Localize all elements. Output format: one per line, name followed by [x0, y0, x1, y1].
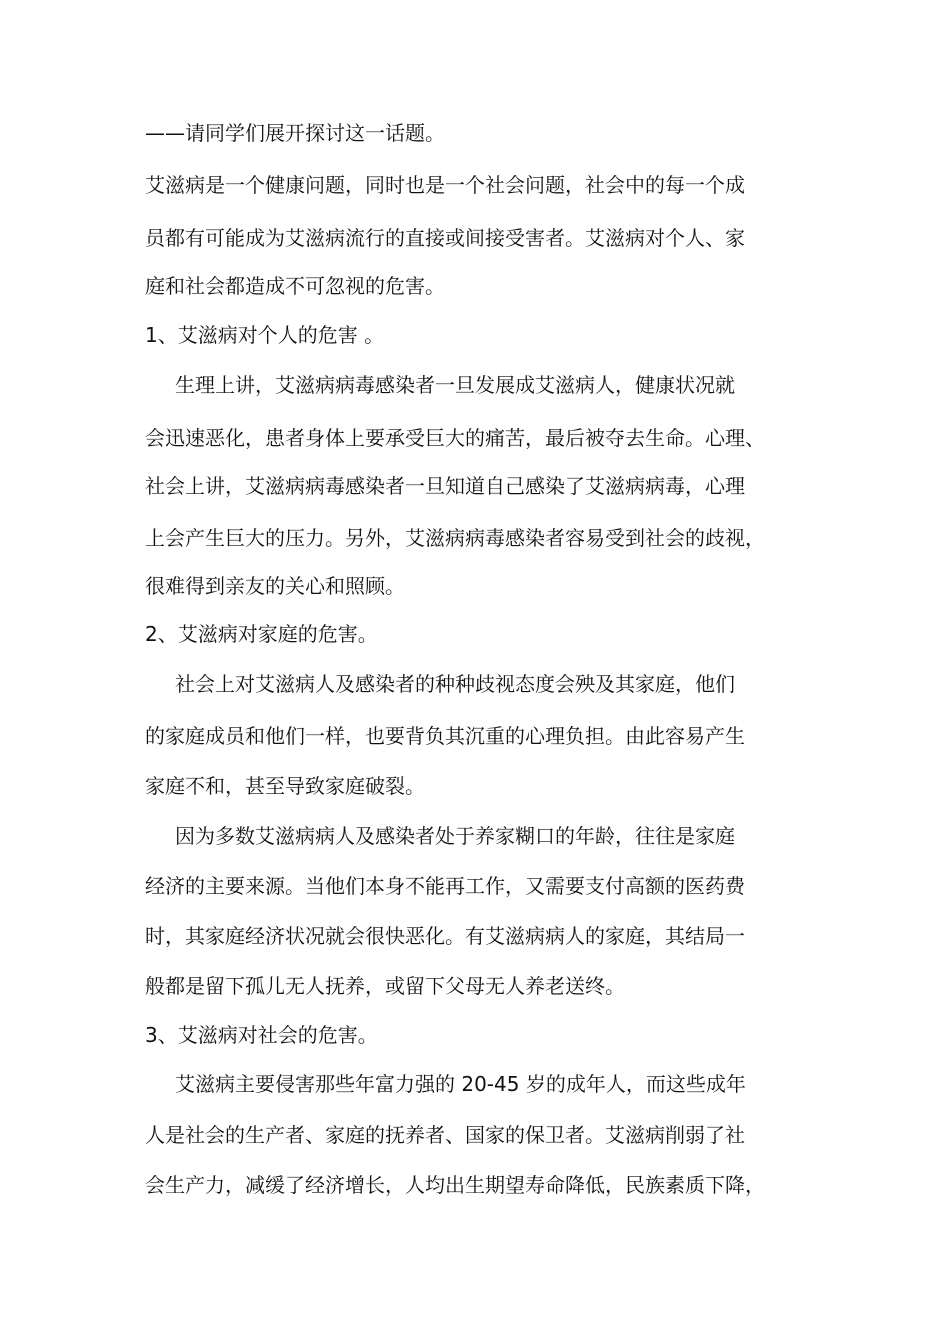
section2-para2-line-2: 经济的主要来源。当他们本身不能再工作，又需要支付高额的医药费: [145, 874, 745, 898]
section1-para1-line-4: 上会产生巨大的压力。另外，艾滋病病毒感染者容易受到社会的歧视，: [145, 526, 765, 550]
section2-para1-line-2: 的家庭成员和他们一样，也要背负其沉重的心理负担。由此容易产生: [145, 724, 745, 748]
intro-line-1: 艾滋病是一个健康问题，同时也是一个社会问题，社会中的每一个成: [145, 173, 745, 197]
section3-para1-line-2: 人是社会的生产者、家庭的抚养者、国家的保卫者。艾滋病削弱了社: [145, 1123, 745, 1147]
section2-para2-line-4: 般都是留下孤儿无人抚养，或留下父母无人养老送终。: [145, 974, 625, 998]
section3-para1-line-3: 会生产力，减缓了经济增长，人均出生期望寿命降低，民族素质下降，: [145, 1173, 765, 1197]
section2-heading: 2、艾滋病对家庭的危害。: [145, 622, 378, 646]
section2-para1-line-1: 社会上对艾滋病人及感染者的种种歧视态度会殃及其家庭，他们: [175, 672, 735, 696]
section1-para1-line-5: 很难得到亲友的关心和照顾。: [145, 574, 405, 598]
section3-para1-line-1: 艾滋病主要侵害那些年富力强的 20-45 岁的成年人，而这些成年: [175, 1072, 746, 1096]
section1-para1-line-1: 生理上讲，艾滋病病毒感染者一旦发展成艾滋病人，健康状况就: [175, 373, 735, 397]
section2-para1-line-3: 家庭不和，甚至导致家庭破裂。: [145, 774, 425, 798]
section2-para2-line-1: 因为多数艾滋病病人及感染者处于养家糊口的年龄，往往是家庭: [175, 824, 735, 848]
prompt-line: ——请同学们展开探讨这一话题。: [145, 121, 445, 145]
section1-heading: 1、艾滋病对个人的危害 。: [145, 323, 385, 347]
section1-para1-line-3: 社会上讲，艾滋病病毒感染者一旦知道自己感染了艾滋病病毒，心理: [145, 474, 745, 498]
intro-line-2: 员都有可能成为艾滋病流行的直接或间接受害者。艾滋病对个人、家: [145, 226, 745, 250]
section2-para2-line-3: 时，其家庭经济状况就会很快恶化。有艾滋病病人的家庭，其结局一: [145, 924, 745, 948]
section3-heading: 3、艾滋病对社会的危害。: [145, 1023, 378, 1047]
section1-para1-line-2: 会迅速恶化，患者身体上要承受巨大的痛苦，最后被夺去生命。心理、: [145, 426, 765, 450]
intro-line-3: 庭和社会都造成不可忽视的危害。: [145, 274, 445, 298]
